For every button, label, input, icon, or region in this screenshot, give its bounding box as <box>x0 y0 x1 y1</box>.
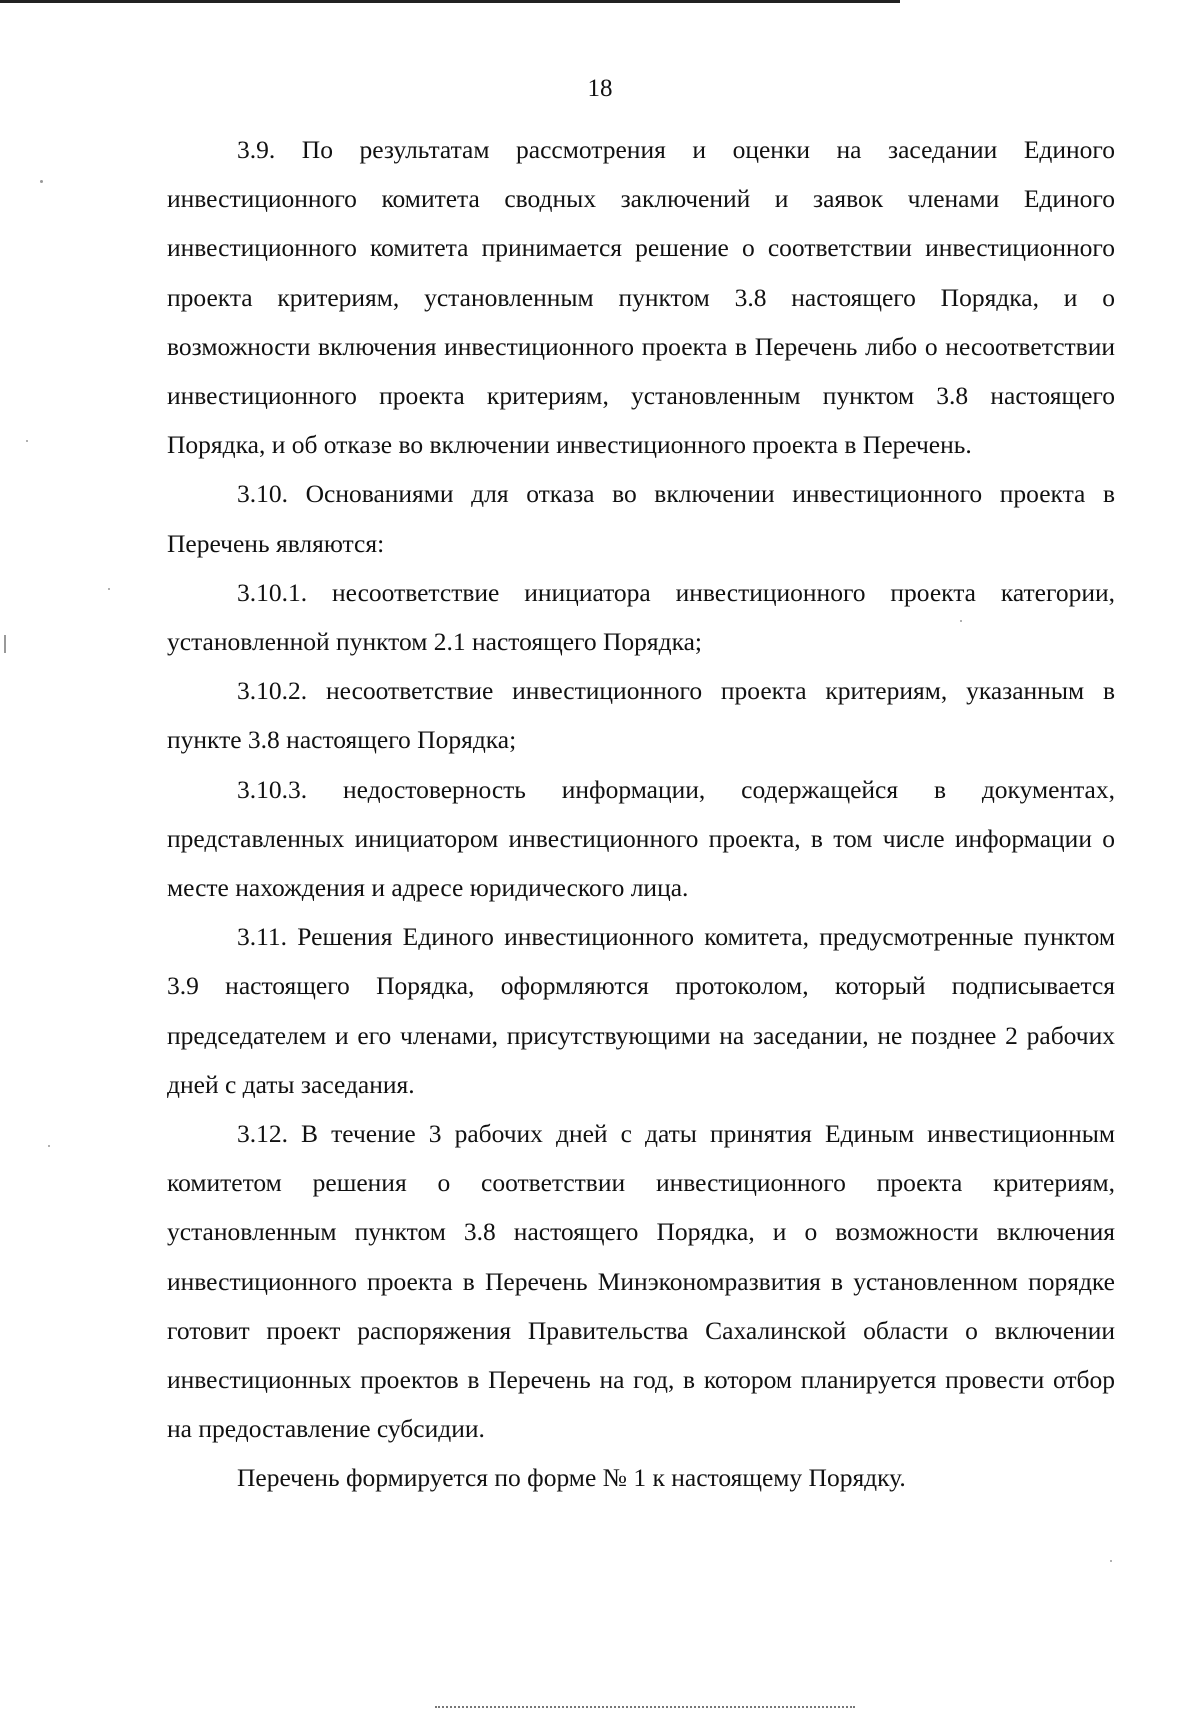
paragraph-3-10-2: 3.10.2. несоответствие инвестиционного проекта критериям, указанным в пункте 3.8 настоящего Порядка; <box>167 676 1115 755</box>
paragraph-3-9: 3.9. По результатам рассмотрения и оценки на заседании Единого инвестиционного комитета сводных заключений и заявок членами Единого инвестиционного комитета принимается решение о соответствии инвестиционного проекта критериям, установленным пунктом 3.8 настоящего Порядка, и о возможности включения инвестиционного проекта в Перечень либо о несоответствии инвестиционного проекта критериям, установленным пунктом 3.8 настоящего Порядка, и об отказе во включении инвестиционного проекта в Перечень. <box>167 135 1115 460</box>
scan-speck <box>48 1145 50 1147</box>
top-edge-rule <box>0 0 900 3</box>
page-number: 18 <box>587 75 613 102</box>
paragraph-3-10-3: 3.10.3. недостоверность информации, содержащейся в документах, представленных инициатором инвестиционного проекта, в том числе информации о месте нахождения и адресе юридического лица. <box>167 774 1115 903</box>
scan-speck <box>960 620 962 622</box>
scan-speck <box>1110 1560 1112 1562</box>
paragraph-final-note: Перечень формируется по форме № 1 к настоящему Порядку. <box>237 1463 906 1493</box>
document-body <box>167 125 1115 1503</box>
bottom-edge-rule <box>435 1706 855 1710</box>
paragraph-3-10: 3.10. Основаниями для отказа во включении инвестиционного проекта в Перечень являются: <box>167 479 1115 558</box>
scan-speck <box>108 588 110 590</box>
scan-speck <box>26 440 28 442</box>
scan-speck <box>4 635 6 653</box>
paragraph-3-11: 3.11. Решения Единого инвестиционного комитета, предусмотренные пунктом 3.9 настоящего Порядка, оформляются протоколом, который подписывается председателем и его членами, присутствующими на заседании, не позднее 2 рабочих дней с даты заседания. <box>167 922 1115 1099</box>
scan-speck <box>40 180 43 183</box>
paragraph-3-10-1: 3.10.1. несоответствие инициатора инвестиционного проекта категории, установленной пунктом 2.1 настоящего Порядка; <box>167 577 1115 657</box>
paragraph-3-12: 3.12. В течение 3 рабочих дней с даты принятия Единым инвестиционным комитетом решения о соответствии инвестиционного проекта критериям, установленным пунктом 3.8 настоящего Порядка, и о возможности включения инвестиционного проекта в Перечень Минэкономразвития в установленном порядке готовит проект распоряжения Правительства Сахалинской области о включении инвестиционных проектов в Перечень на год, в котором планируется провести отбор на предоставление субсидии. <box>167 1119 1115 1444</box>
